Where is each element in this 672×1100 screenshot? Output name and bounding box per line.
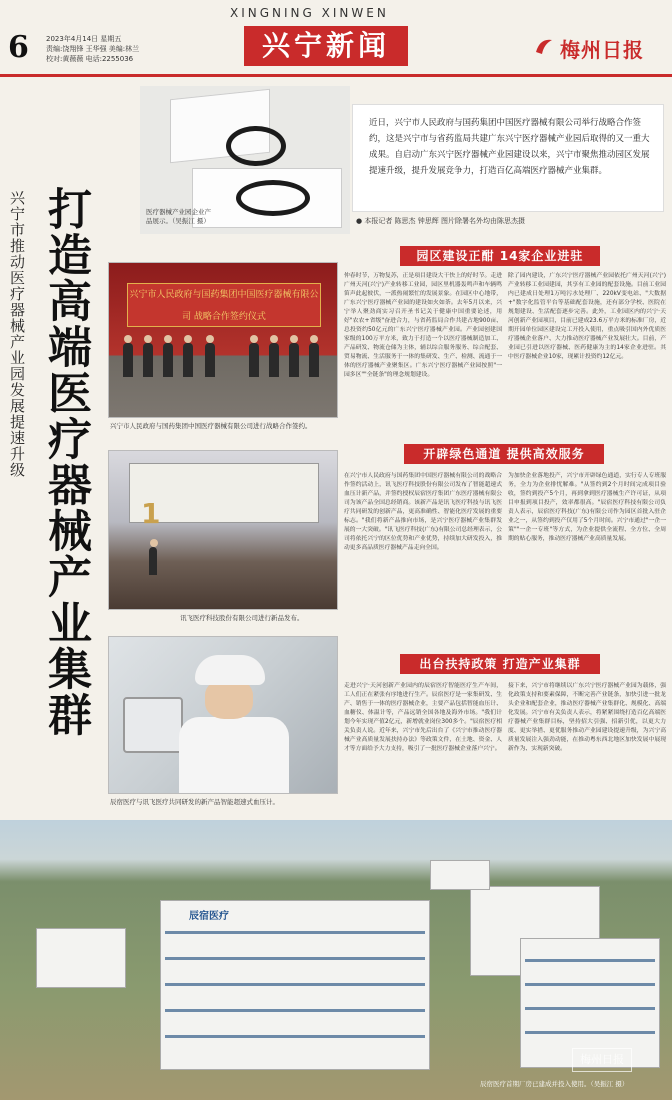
section2-column1: 在兴宁市人民政府与国药集团中国医疗器械有限公司的战略合作签约活动上，讯飞医疗科技股份有限公司发布了智能超速式血压计新产品，并签约授权辰宿医疗集团广东医疗器械有限公司为该产品全国总经销商。该新产品是讯飞医疗科技与讯飞医疗共同研发的创新产品，更高准确性、智能化医疗发展的重要标志。"我们将新产品推向市场，是兴宁医疗器械产业集群发展的一大突破。"讯飞医疗科技(广东)有限公司总经理表示，公司将依托兴宁的区位优势和产业优势，持续加大研发投入，推动更多高品质医疗器械产品走向全国。 [344,473,502,551]
product-neckband [236,180,310,216]
subhead-support-policy: 出台扶持政策 打造产业集群 [400,654,600,674]
ceremony-caption: 兴宁市人民政府与国药集团中国医疗器械有限公司进行战略合作签约。 [110,422,312,430]
factory-building [36,928,126,988]
byline: ● 本报记者 陈思杰 钟思辉 图片除署名外均由陈思杰摄 [356,217,526,225]
section3-column2: 接下来，兴宁市将继续以广东兴宁医疗器械产业园为载体，强化政策支持和要素保障，不断完善产业链条，加快引进一批龙头企业和配套企业，推动医疗器械产业集群化、规模化、高端化发展。兴宁市有关负责人表示，将紧紧围绕打造百亿高端医疗器械产业集群目标，坚持招大引强、招新引优，以更大力度、更实举措、更优服务推动产业园建设提速升级，为兴宁高质量发展注入强劲动能，在推动粤东西北地区加快发展中展现新作为、实现新突破。 [508,683,666,752]
ceremony-person [289,343,299,377]
blood-pressure-monitor [123,697,183,753]
section2-column2: 为加快企业落地投产，兴宁市开辟绿色通道，实行专人专班服务，全力为企业排忧解难。"从签约到2个月时间完成项目验收，签约到投产5个月，再到拿到医疗器械生产许可证，从项目申报到项目投产，效率都很高。"辰宿医疗科技有限公司负责人表示，辰宿医疗科技(广东)有限公司作为园区首批入驻企业之一，从签约到投产仅用了5个月时间。兴宁市通过"一企一策""一企一专班"等方式，为企业提供全流程、全方位、全周期的贴心服务，推动医疗器械产业高质量发展。 [508,473,666,542]
conference-speaker [149,547,157,575]
ceremony-person [123,343,133,377]
ceremony-person [269,343,279,377]
meta-editors: 责编:饶翔锋 王华强 美编:林兰 [46,45,140,53]
section1-column2: 除了园内建设，广东兴宁医疗器械产业园依托广州天河(兴宁)产业转移工业园建园，其享有工业园的配套设施。目前工业园内已建成日处理1万吨污水处理厂、220kV变电站、"大数据+"数字化监管平台等基础配套设施，还有部分学校、医院在规划建设、生活配套逐步完善。此外，工业园区内的兴宁·天河创新产业园项目，目前已建成23.6万平方米的标准厂房，近期开园单位园区建设完工开投入使用，重点吸引国内外优质医疗器械企业落户、大力推动医疗器械产业发展壮大。目前，产业园已引进以医疗器械、医药健康为主的14家企业进驻。其中医疗器械企业10家，现累计投资约12亿元。 [508,273,666,360]
meta-proofreader: 校对:黄薇薇 电话:2255036 [46,55,134,63]
section3-column1: 走进兴宁·天河创新产业园内的辰宿医疗智能医疗生产车间，工人们正在紧张有序地进行生产。辰宿医疗是一家集研发、生产、销售于一体的医疗器械企业，主要产品包括智能血压计、血糖仪、体温计等，产品远销全国各地及海外市场。"我们计划今年实现产值2亿元，新增就业岗位300多个。"辰宿医疗相关负责人说。近年来，兴宁市先后出台了《兴宁市推动医疗器械产业高质量发展扶持办法》等政策文件，在土地、资金、人才等方面给予大力支持，吸引了一批医疗器械企业落户兴宁。 [344,683,502,752]
headline-main: 打造高端医疗器械产业集群 [40,186,91,738]
headline-subtitle: 兴宁市推动医疗器械产业园发展提速升级 [8,190,26,478]
masthead [0,0,672,88]
ceremony-person [143,343,153,377]
ceremony-person [249,343,259,377]
product-neckband [226,126,286,166]
page-number: 6 [8,30,29,65]
factory-building [160,900,430,1070]
intro-box [352,104,664,212]
subhead-green-channel: 开辟绿色通道 提供高效服务 [404,444,604,464]
ceremony-person [309,343,319,377]
ceremony-person [183,343,193,377]
ceremony-banner: 兴宁市人民政府与国药集团中国医疗器械有限公司 战略合作签约仪式 [127,283,321,327]
worker-cap [195,655,265,685]
masthead-rule [0,74,672,77]
masthead-pinyin: XINGNING XINWEN [230,6,389,20]
ceremony-person [163,343,173,377]
section-title: 兴宁新闻 [244,26,408,66]
newspaper-logo-icon [532,34,556,58]
conference-photo [108,450,338,610]
watermark: 梅州日报 [572,1048,632,1072]
worker-body [179,717,289,794]
masthead-meta [46,34,226,64]
worker-photo [108,636,338,794]
ceremony-photo [108,262,338,418]
factory-building [430,860,490,890]
worker-caption: 辰宿医疗与讯飞医疗共同研发的新产品智能超速式血压计。 [110,798,279,806]
intro-text: 近日，兴宁市人民政府与国药集团中国医疗器械有限公司举行战略合作签约，这是兴宁市与省药监局共建广东兴宁医疗器械产业园后取得的又一重大成果。自启动广东兴宁医疗器械产业园建设以来，兴宁市聚焦推动园区发展提速升级，提升发展竞争力，打造百亿高端医疗器械产业集群。 [369,118,650,176]
newspaper-name: 梅州日报 [560,38,644,62]
conference-number: 1 [141,497,161,530]
product-caption: 医疗器械产业园企业产品展示。（吴振江 摄） [146,208,211,225]
subhead-park-construction: 园区建设正酣 14家企业进驻 [400,246,600,266]
meta-date: 2023年4月14日 星期五 [46,35,122,43]
building-sign: 辰宿医疗 [189,911,229,922]
conference-caption: 讯飞医疗科技股份有限公司进行新品发布。 [180,614,304,622]
aerial-caption: 辰宿医疗首期厂房已建成并投入使用。（吴振江 摄） [480,1080,629,1088]
section1-column1: 仲春时节，万物复苏，正是项目建设大干快上的好时节。走进广州天河(兴宁)产业转移工业园，园区里机器轰鸣声和车辆鸣笛声此起彼伏，一派热闹繁忙的发展景象。在园区中心地带，广东兴宁医疗器械产业园的建设如火如荼。去年5月以来，兴宁举人聚劲商实习召开圣书记关于健康中国重要论述，用好"农农+省级"奋进合力，与省药监局合作共建占地900亩、总投资约50亿元的广东兴宁医疗器械产业园。产业园创建国家级的100万平方米，致力于打造一个以医疗器械制造加工、产品研发、物流仓储为主体，辅以综合服务服务、综合配套、贸易物流、生活服务于一体的集研发、生产、检测、流通于一体的医疗器械产业聚集区。广东兴宁医疗器械产业园按照"一园多区""全链条"的理念规划建设。 [344,273,502,378]
ceremony-person [205,343,215,377]
worker-face [205,679,253,719]
